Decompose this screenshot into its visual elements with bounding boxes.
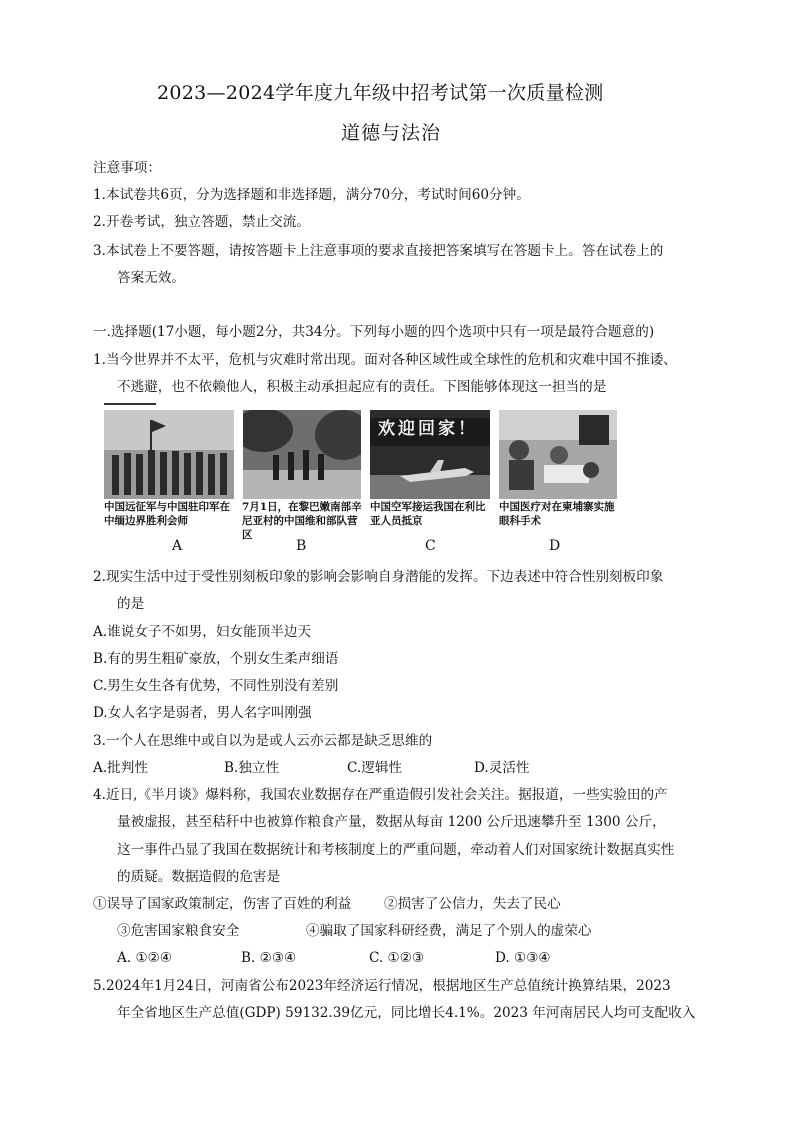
photo-c-letter: C (425, 538, 436, 554)
question-4-line: 的质疑。数据造假的危害是 (117, 869, 281, 885)
section-heading: 一.选择题(17小题，每小题2分，共34分。下列每小题的四个选项中只有一项是最符合题意的) (93, 324, 655, 340)
question-3-option: A.批判性 (93, 760, 148, 776)
photo-d-letter: D (549, 538, 561, 554)
question-3-option: D.灵活性 (474, 760, 530, 776)
subject-title: 道德与法治 (341, 122, 442, 144)
question-4-statement: ①误导了国家政策制定，伤害了百姓的利益 (93, 896, 352, 912)
question-3-option: C.逻辑性 (347, 760, 403, 776)
question-4-line: 4.近日,《半月谈》爆料称，我国农业数据存在严重造假引发社会关注。据报道，一些实验田的产 (93, 787, 668, 803)
question-4-option: A. ①②④ (117, 950, 173, 966)
photo-d-caption: 中国医疗对在柬埔寨实施眼科手术 (497, 499, 623, 529)
notes-heading: 注意事项： (93, 160, 161, 176)
note-item: 2.开卷考试，独立答题，禁止交流。 (93, 214, 310, 230)
photo-d (499, 410, 617, 510)
question-3-option: B.独立性 (224, 760, 280, 776)
question-4-option: B. ②③④ (241, 950, 297, 966)
question-2-line: 的是 (117, 596, 145, 612)
question-4-line: 量被虚报，甚至秸秆中也被算作粮食产量，数据从每亩 1200 公斤迅速攀升至 1300 公斤， (117, 814, 666, 830)
question-2-option: B.有的男生粗矿豪放，个别女生柔声细语 (93, 651, 339, 667)
photo-b-caption: 7月1日，在黎巴嫩南部辛尼亚村的中国维和部队营区 (240, 499, 366, 543)
photo-c-banner: 欢迎回家！ (378, 419, 478, 439)
photo-b-letter: B (296, 538, 307, 554)
question-2-line: 2.现实生活中过于受性别刻板印象的影响会影响自身潜能的发挥。下边表述中符合性别刻板印象 (93, 569, 664, 585)
question-5-line: 年全省地区生产总值(GDP) 59132.39亿元，同比增长4.1%。2023 年河南居民人均可支配收入 (117, 1005, 696, 1021)
photo-b (243, 410, 361, 510)
question-2-option: A.谁说女子不如男，妇女能顶半边天 (93, 624, 312, 640)
question-4-statement: ③危害国家粮食安全 (117, 923, 240, 939)
note-item: 1.本试卷共6页，分为选择题和非选择题，满分70分，考试时间60分钟。 (93, 187, 530, 203)
question-3-line: 3.一个人在思维中或自以为是或人云亦云都是缺乏思维的 (93, 733, 433, 749)
photo-a-caption: 中国远征军与中国驻印军在中缅边界胜利会师 (102, 499, 238, 529)
photo-a (104, 410, 234, 510)
photo-a-letter: A (172, 538, 183, 554)
question-5-line: 5.2024年1月24日，河南省公布2023年经济运行情况，根据地区生产总值统计换算结果，2023 (93, 978, 671, 994)
scan-mark (104, 403, 156, 405)
question-4-option: C. ①②③ (369, 950, 425, 966)
question-4-statement: ④骗取了国家科研经费，满足了个别人的虚荣心 (306, 923, 592, 939)
question-4-option: D. ①③④ (495, 950, 551, 966)
question-4-line: 这一事件凸显了我国在数据统计和考核制度上的严重问题，牵动着人们对国家统计数据真实性 (117, 842, 675, 858)
note-item: 答案无效。 (117, 270, 185, 286)
question-4-statement: ②损害了公信力，失去了民心 (384, 896, 561, 912)
exam-title: 2023—2024学年度九年级中招考试第一次质量检测 (157, 82, 604, 104)
note-item: 3.本试卷上不要答题，请按答题卡上注意事项的要求直接把答案填写在答题卡上。答在试卷上的 (93, 243, 664, 259)
question-1-line: 不逃避，也不依赖他人，积极主动承担起应有的责任。下图能够体现这一担当的是 (117, 379, 607, 395)
question-1-line: 1.当今世界并不太平，危机与灾难时常出现。面对各种区域性或全球性的危机和灾难中国不推诿、 (93, 352, 677, 368)
question-2-option: D.女人名字是弱者，男人名字叫刚强 (93, 705, 312, 721)
photo-c-caption: 中国空军接运我国在利比亚人员抵京 (368, 499, 496, 529)
question-2-option: C.男生女生各有优势，不同性别没有差别 (93, 678, 339, 694)
